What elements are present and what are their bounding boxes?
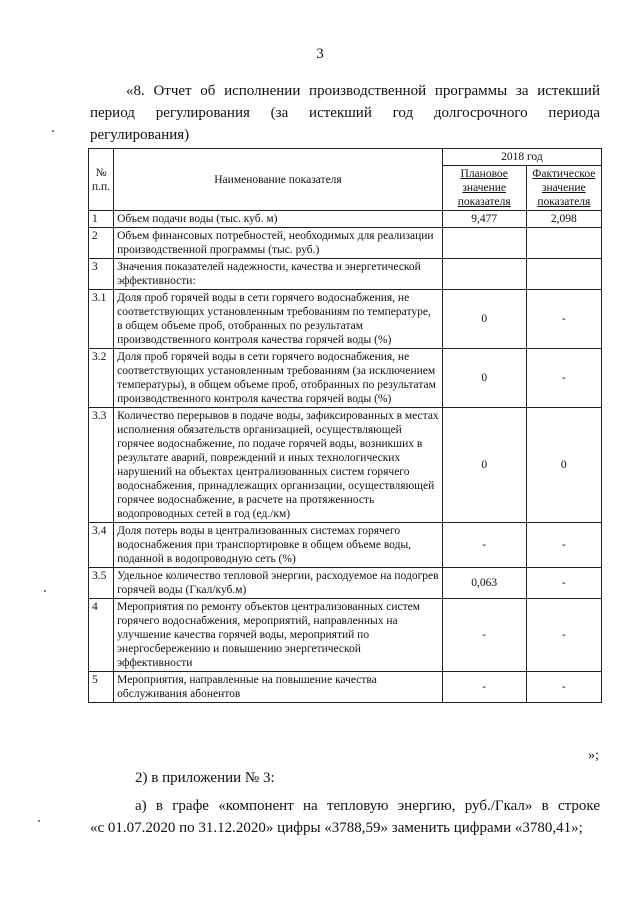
row-num: 2 (89, 228, 114, 259)
table-row (89, 599, 602, 672)
closing-quote: »; (588, 748, 599, 763)
col-header-fact: Фактическое значение показателя (526, 166, 601, 211)
row-num: 3.1 (89, 290, 114, 349)
table-row (89, 408, 602, 523)
item-2a-line-1: а) в графе «компонент на тепловую энергию, руб./Гкал» в строке (135, 798, 600, 814)
table-row (89, 349, 602, 408)
table-row (89, 290, 602, 349)
row-fact-value: - (526, 568, 601, 599)
row-plan-value: - (442, 672, 526, 703)
heading-line-1: «8. Отчет об исполнении производственной программы за истекший (126, 83, 600, 99)
row-num: 3 (89, 259, 114, 290)
item-2a (90, 795, 600, 839)
scan-speck (44, 590, 46, 592)
table-row (89, 259, 602, 290)
col-header-name: Наименование показателя (114, 149, 443, 211)
row-plan-value: 0 (442, 349, 526, 408)
row-name: Доля потерь воды в централизованных системах горячего водоснабжения при транспортировке в общем объеме воды, поданной в водопроводную сеть (%) (114, 523, 443, 568)
scan-speck (52, 130, 54, 132)
heading-line-3: регулирования) (90, 127, 190, 143)
table-row (89, 523, 602, 568)
row-fact-value: - (526, 290, 601, 349)
row-plan-value (442, 228, 526, 259)
table-row (89, 672, 602, 703)
row-name: Объем финансовых потребностей, необходимых для реализации производственной программы (тыс. руб.) (114, 228, 443, 259)
row-name: Доля проб горячей воды в сети горячего водоснабжения, не соответствующих установленным требованиям (за исключением температуры), в общем объеме проб, отобранных по результатам производственного контроля качества горячей воды (%) (114, 349, 443, 408)
col-header-year: 2018 год (442, 149, 601, 166)
section-heading (90, 80, 600, 146)
row-name: Доля проб горячей воды в сети горячего водоснабжения, не соответствующих установленным требованиям по температуре, в общем объеме проб, отобранных по результатам производственного контроля качества горячей воды (%) (114, 290, 443, 349)
row-fact-value: - (526, 672, 601, 703)
row-name: Объем подачи воды (тыс. куб. м) (114, 211, 443, 228)
row-name: Удельное количество тепловой энергии, расходуемое на подогрев горячей воды (Гкал/куб.м) (114, 568, 443, 599)
row-fact-value: - (526, 599, 601, 672)
row-fact-value: 2,098 (526, 211, 601, 228)
row-plan-value (442, 259, 526, 290)
col-header-plan: Плановое значение показателя (442, 166, 526, 211)
row-fact-value (526, 228, 601, 259)
row-plan-value: 0 (442, 290, 526, 349)
row-plan-value: - (442, 523, 526, 568)
table-row (89, 568, 602, 599)
row-num: 5 (89, 672, 114, 703)
row-num: 4 (89, 599, 114, 672)
row-fact-value: - (526, 523, 601, 568)
row-plan-value: - (442, 599, 526, 672)
row-num: 1 (89, 211, 114, 228)
report-table (88, 148, 602, 703)
row-fact-value (526, 259, 601, 290)
row-name: Мероприятия, направленные на повышение качества обслуживания абонентов (114, 672, 443, 703)
item-2a-line-2: «с 01.07.2020 по 31.12.2020» цифры «3788,59» заменить цифрами «3780,41»; (90, 820, 583, 836)
row-num: 3.4 (89, 523, 114, 568)
table-header-row (89, 149, 602, 166)
row-num: 3.5 (89, 568, 114, 599)
row-num: 3.2 (89, 349, 114, 408)
scan-speck (38, 820, 40, 822)
page-number: 3 (316, 46, 324, 62)
row-plan-value: 0 (442, 408, 526, 523)
row-fact-value: 0 (526, 408, 601, 523)
row-name: Значения показателей надежности, качества и энергетической эффективности: (114, 259, 443, 290)
row-plan-value: 9,477 (442, 211, 526, 228)
row-name: Количество перерывов в подаче воды, зафиксированных в местах исполнения обязательств организацией, осуществляющей горячее водоснабжение, по подаче горячей воды, возникших в результате аварий, повреждений и иных технологических нарушений на объектах централизованных систем горячего водоснабжения, принадлежащих организации, осуществляющей горячее водоснабжение, в расчете на протяженность водопроводных сетей в год (ед./км) (114, 408, 443, 523)
row-plan-value: 0,063 (442, 568, 526, 599)
table-row (89, 211, 602, 228)
row-num: 3.3 (89, 408, 114, 523)
item-2: 2) в приложении № 3: (135, 770, 275, 786)
heading-line-2: период регулирования (за истекший год долгосрочного периода (90, 105, 600, 121)
row-fact-value: - (526, 349, 601, 408)
col-header-num: № п.п. (89, 149, 114, 211)
table-row (89, 228, 602, 259)
row-name: Мероприятия по ремонту объектов централизованных систем горячего водоснабжения, мероприятий, направленных на улучшение качества горячей воды, мероприятий по энергосбережению и повышению энергетической эффективности (114, 599, 443, 672)
